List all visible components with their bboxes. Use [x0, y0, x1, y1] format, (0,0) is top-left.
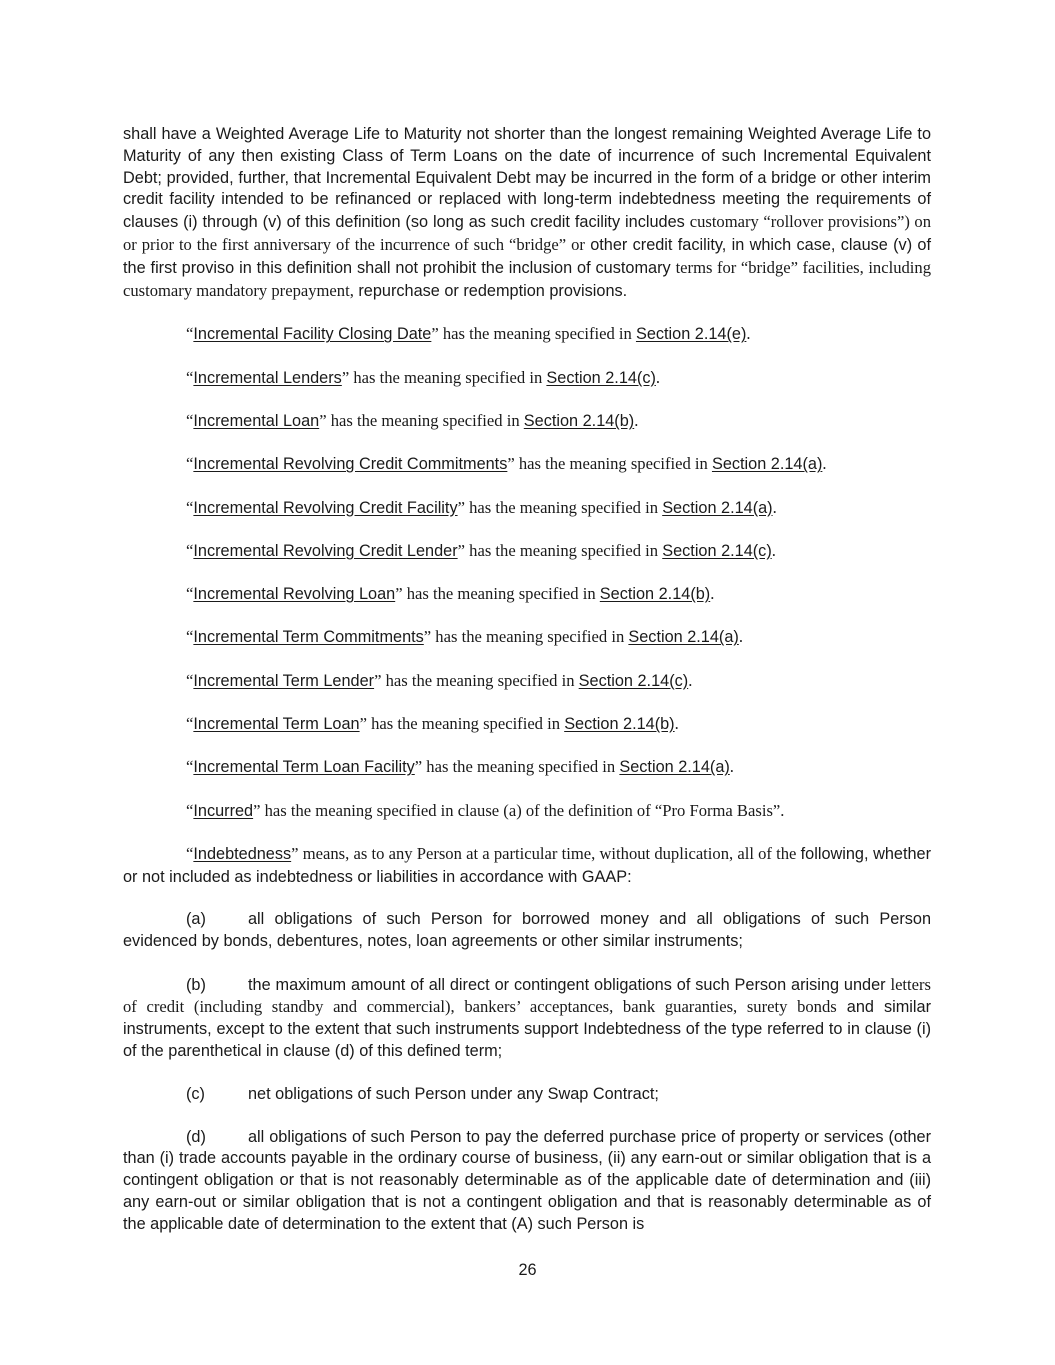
defined-term: Incremental Facility Closing Date	[193, 325, 432, 344]
defined-term: Incurred	[193, 801, 254, 820]
definition-item: “Incremental Lenders” has the meaning specified in Section 2.14(c).	[186, 367, 661, 387]
clause-text: the maximum amount of all direct or contingent obligations of such Person arising under	[248, 975, 886, 994]
defined-term: Incremental Revolving Credit Commitments	[193, 455, 508, 474]
intro-text-5: repurchase or redemption provisions.	[358, 281, 628, 300]
clause-b	[123, 974, 931, 1063]
clause-text: net obligations of such Person under any Swap Contract;	[248, 1084, 659, 1103]
definition-text: ” has the meaning specified in	[374, 670, 579, 690]
section-reference: Section 2.14(b)	[523, 411, 635, 430]
definition-text: ” has the meaning specified in clause (a) of the definition of “Pro Forma Basis”.	[253, 800, 785, 820]
definition-text: ” has the meaning specified in	[359, 714, 565, 734]
definition-item-indebtedness: “Indebtedness” means, as to any Person at a particular time, without duplication, all of the following, whether or not included as indebtedness or liabilities in accordance with GAAP:	[123, 843, 931, 886]
section-reference: Section 2.14(c)	[662, 541, 772, 560]
definition-item: “Incremental Revolving Credit Commitments” has the meaning specified in Section 2.14(a).	[186, 454, 827, 474]
clause-a	[123, 909, 931, 953]
defined-term: Incremental Revolving Credit Facility	[193, 498, 458, 517]
definition-item: “Incremental Term Commitments” has the meaning specified in Section 2.14(a).	[186, 627, 743, 647]
section-reference: Section 2.14(e)	[635, 325, 747, 344]
definition-item: “Incremental Term Loan” has the meaning specified in Section 2.14(b).	[186, 714, 679, 734]
intro-text-1: shall have a Weighted Average Life to Maturity not shorter than the longest remaining Weighted Average Life to Maturity of any then existing Class of Term Loans on the date of incurrence of such Incremental Equivalent Debt; provided, further, that Incremental Equivalent Debt may be incurred in the form of a bridge or other interim credit facility intended to be refinanced or replaced with long-term indebtedness meeting the requirements of clauses (i) through (v) of this definition (so long as such credit facility includes	[123, 125, 931, 232]
definition-text: ” has the meaning specified in	[457, 540, 663, 560]
definition-text: ” has the meaning specified in	[319, 410, 524, 430]
clause-text-continued: and similar instruments, except to the extent that such instruments support Indebtedness of the type referred to in clause (i) of the parenthetical in clause (d) of this defined term;	[123, 998, 931, 1061]
definition-item: “Incremental Revolving Credit Facility” has the meaning specified in Section 2.14(a).	[186, 497, 777, 517]
defined-term: Indebtedness	[193, 844, 292, 863]
section-reference: Section 2.14(a)	[711, 455, 823, 474]
intro-text-2: customary “rollover provisions”) on or prior to the first anniversary of the incurrence of such “bridge” or	[123, 212, 932, 254]
clause-c	[123, 1084, 931, 1106]
defined-term: Incremental Loan	[193, 411, 320, 430]
defined-term: Incremental Term Commitments	[193, 628, 424, 647]
section-reference: Section 2.14(b)	[599, 585, 711, 604]
intro-text-3: other credit facility, in which case, clause (v) of the first proviso in this definition shall not prohibit the inclusion of customary	[123, 235, 932, 277]
page-number: 26	[518, 1261, 537, 1279]
section-reference: Section 2.14(a)	[628, 628, 739, 647]
definition-text: ” has the meaning specified in	[341, 367, 547, 387]
defined-term: Incremental Revolving Loan	[193, 585, 396, 604]
definition-text: ” has the meaning specified in	[431, 324, 636, 344]
clause-text: all obligations of such Person for borrowed money and all obligations of such Person evidenced by bonds, debentures, notes, loan agreements or other similar instruments;	[123, 910, 931, 950]
definition-text: ” has the meaning specified in	[457, 497, 663, 517]
definitions-list	[123, 323, 931, 822]
definition-text: ” means, as to any Person at a particular time, without duplication, all of the	[291, 843, 797, 863]
definition-text: ” has the meaning specified in	[414, 757, 620, 777]
defined-term: Incremental Lenders	[193, 368, 342, 387]
intro-paragraph	[123, 124, 931, 302]
section-reference: Section 2.14(b)	[564, 715, 675, 734]
definition-item: “Incremental Revolving Credit Lender” has the meaning specified in Section 2.14(c).	[186, 540, 776, 560]
clause-text-serif: letters of credit (including standby and commercial), bankers’ acceptances, bank guaranties, surety bonds	[123, 974, 931, 1017]
clause-label: (a)	[186, 910, 206, 929]
clause-label: (d)	[186, 1127, 206, 1146]
intro-text-4: terms for “bridge” facilities, including customary mandatory prepayment,	[123, 257, 932, 300]
clause-label: (b)	[186, 975, 206, 994]
section-reference: Section 2.14(c)	[546, 368, 656, 387]
definition-item: “Incremental Term Loan Facility” has the meaning specified in Section 2.14(a).	[186, 757, 734, 777]
definition-item: “Incremental Revolving Loan” has the meaning specified in Section 2.14(b).	[186, 584, 715, 604]
document-page	[123, 124, 931, 1257]
definition-text: ” has the meaning specified in	[507, 454, 712, 474]
definition-item: “Incremental Facility Closing Date” has the meaning specified in Section 2.14(e).	[186, 324, 751, 344]
defined-term: Incremental Revolving Credit Lender	[193, 541, 458, 560]
defined-term: Incremental Term Loan	[193, 715, 360, 734]
clause-d	[123, 1127, 931, 1236]
definition-text-continued: following, whether or not included as indebtedness or liabilities in accordance with GAAP:	[123, 844, 931, 886]
definition-text: ” has the meaning specified in	[395, 584, 600, 604]
defined-term: Incremental Term Loan Facility	[193, 758, 415, 777]
clause-text: all obligations of such Person to pay the deferred purchase price of property or services (other than (i) trade accounts payable in the ordinary course of business, (ii) any earn-out or similar obligation that is a contingent obligation or that is not reasonably determinable as of the applicable date of determination and (iii) any earn-out or similar obligation that is not a contingent obligation and that is reasonably determinable as of the applicable date of determination to the extent that (A) such Person is	[123, 1127, 931, 1233]
defined-term: Incremental Term Lender	[193, 671, 375, 690]
definition-text: ” has the meaning specified in	[423, 627, 629, 647]
section-reference: Section 2.14(a)	[662, 498, 773, 517]
definition-item-incurred: “Incurred” has the meaning specified in clause (a) of the definition of “Pro Forma Basis”.	[186, 800, 785, 820]
section-reference: Section 2.14(a)	[619, 758, 730, 777]
definition-item: “Incremental Loan” has the meaning specified in Section 2.14(b).	[186, 410, 639, 430]
definition-item: “Incremental Term Lender” has the meaning specified in Section 2.14(c).	[186, 670, 693, 690]
clause-label: (c)	[186, 1084, 205, 1103]
section-reference: Section 2.14(c)	[578, 671, 689, 690]
